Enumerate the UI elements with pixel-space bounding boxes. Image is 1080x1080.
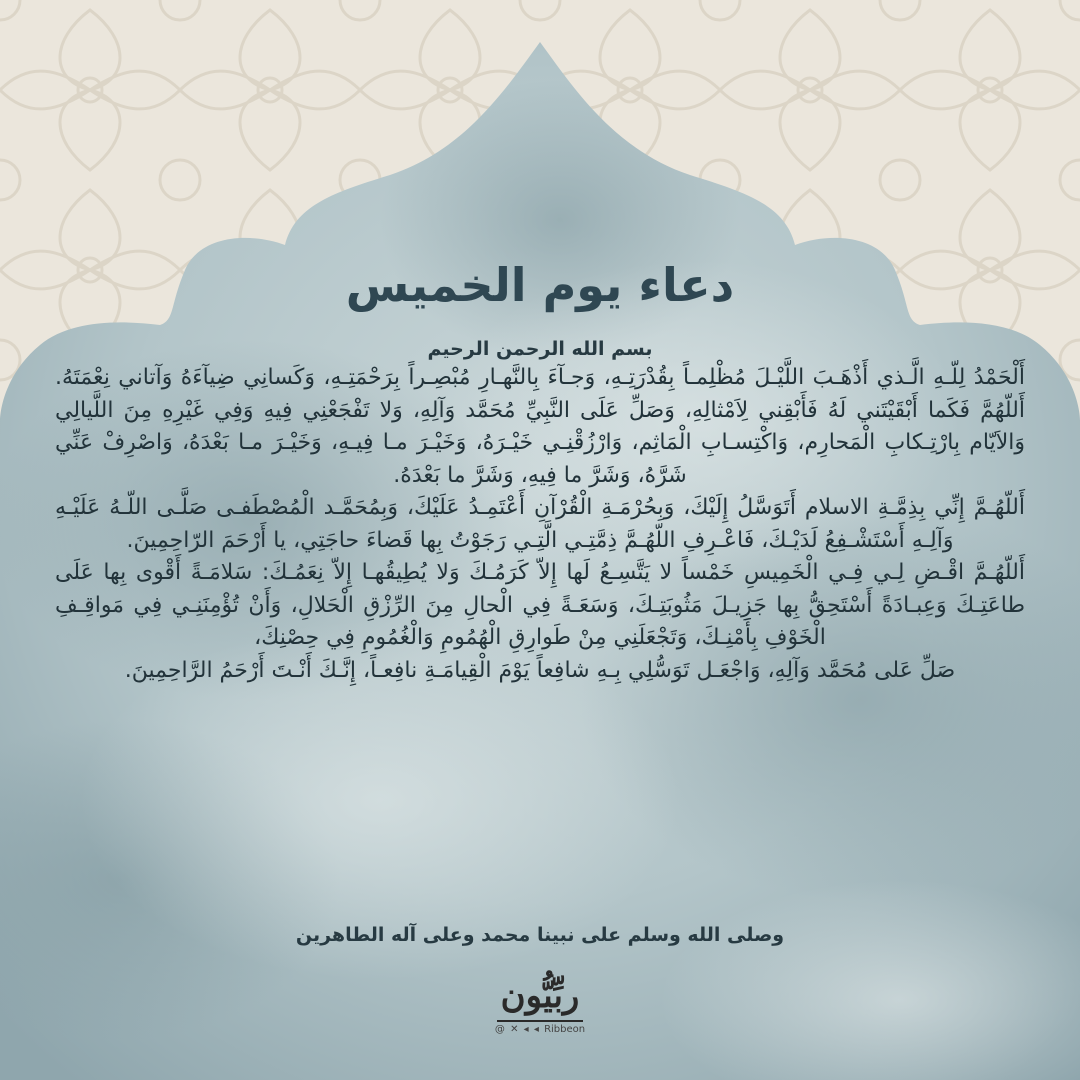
closing-salutation: وصلى الله وسلم على نبينا محمد وعلى آله الطاهرين	[295, 924, 785, 946]
supplication-paragraph-1: أَلْحَمْدُ لِلّـهِ الَّـذي أَذْهَـبَ اللَّيْـلَ مُظْلِمـاً بِقُدْرَتِـهِ، وَجـآءَ بِالنَّهـارِ مُبْصِـراً بِرَحْمَتِـهِ، وَكَسانِي ضِيآءَهُ وَآتاني نِعْمَتَهُ. أَللّهُمَّ فَكَما أَبْقَيْتَني لَهُ فَأَبْقِني لِاَمْثالِهِ، وَصَلِّ عَلَى النَّبِيِّ مُحَمَّد وَآلِهِ، وَلا تَفْجَعْنِي فِيهِ وَفِي غَيْرِهِ مِنَ اللَّيالِي وَالاَيّام بِارْتِـكابِ الْمَحارِم، وَاكْتِسـابِ الْمَاثِم، وَارْزُقْنِـي خَيْـرَهُ، وَخَيْـرَ مـا فِيـهِ، وَخَيْـرَ مـا بَعْدَهُ، وَاصْرِفْ عَنِّي شَرَّهُ، وَشَرَّ ما فِيهِ، وَشَرَّ ما بَعْدَهُ.	[55, 365, 1025, 488]
share-icon: ◂	[533, 1024, 539, 1035]
supplication-paragraph-2: أَللّهُـمَّ إِنِّي بِذِمَّـةِ الاسلام أَتَوَسَّلُ إِلَيْكَ، وَبِحُرْمَـةِ الْقُرْآنِ أَعْتَمِـدُ عَلَيْكَ، وَبِمُحَمَّـد الْمُصْطَفـى صَلَّـى اللّـهُ عَلَيْـهِ وَآلِـهِ أَسْتَشْـفِعُ لَدَيْـكَ، فَاعْـرِفِ اللّهُـمَّ ذِمَّتِـي الَّتِـي رَجَوْتُ بِها قَضاءَ حاجَتِي، يا أَرْحَمَ الرّاحِمِينَ.	[55, 495, 1025, 553]
supplication-body	[55, 362, 1025, 687]
basmala-heading: بسم الله الرحمن الرحيم	[427, 338, 653, 360]
x-icon: ✕	[510, 1024, 519, 1035]
instagram-icon: @	[494, 1024, 505, 1035]
logo-latin-wordmark: Ribbeon	[544, 1024, 586, 1035]
supplication-paragraph-3: أَللّهُـمَّ اقْـضِ لِـي فِـي الْخَمِيسِ خَمْساً لا يَتَّسِـعُ لَها إِلاّ كَرَمُـكَ وَلا يُطِيقُهـا إِلاّ نِعَمُـكَ: سَلامَـةً أَقْوى بِها عَلَى طاعَتِـكَ وَعِبـادَةً أَسْتَحِقُّ بِها جَزِيـلَ مَثُوبَتِـكَ، وَسَعَـةً فِي الْحالِ مِنَ الرِّزْقِ الْحَلالِ، وَأَنْ تُؤْمِنَنِـي فِي مَواقِـفِ الْخَوْفِ بِأَمْنِـكَ، وَتَجْعَلَنِي مِنْ طَوارِقِ الْهُمُومِ وَالْغُمُومِ فِي حِصْنِكَ،	[55, 560, 1025, 650]
logo-arabic-wordmark: ربِّيُّون	[497, 972, 584, 1022]
logo-footer	[480, 1024, 600, 1035]
page-title: دعاء يوم الخميس	[345, 258, 735, 312]
supplication-paragraph-4: صَلِّ عَلى مُحَمَّد وَآلِهِ، وَاجْعَـل تَوَسُّلِي بِـهِ شافِعاً يَوْمَ الْقِيامَـةِ نافِعـاً، إِنَّـكَ أَنْـتَ أَرْحَمُ الرَّاحِمِينَ.	[124, 657, 956, 683]
telegram-icon: ◂	[523, 1024, 529, 1035]
ribbeon-logo	[480, 972, 600, 1054]
